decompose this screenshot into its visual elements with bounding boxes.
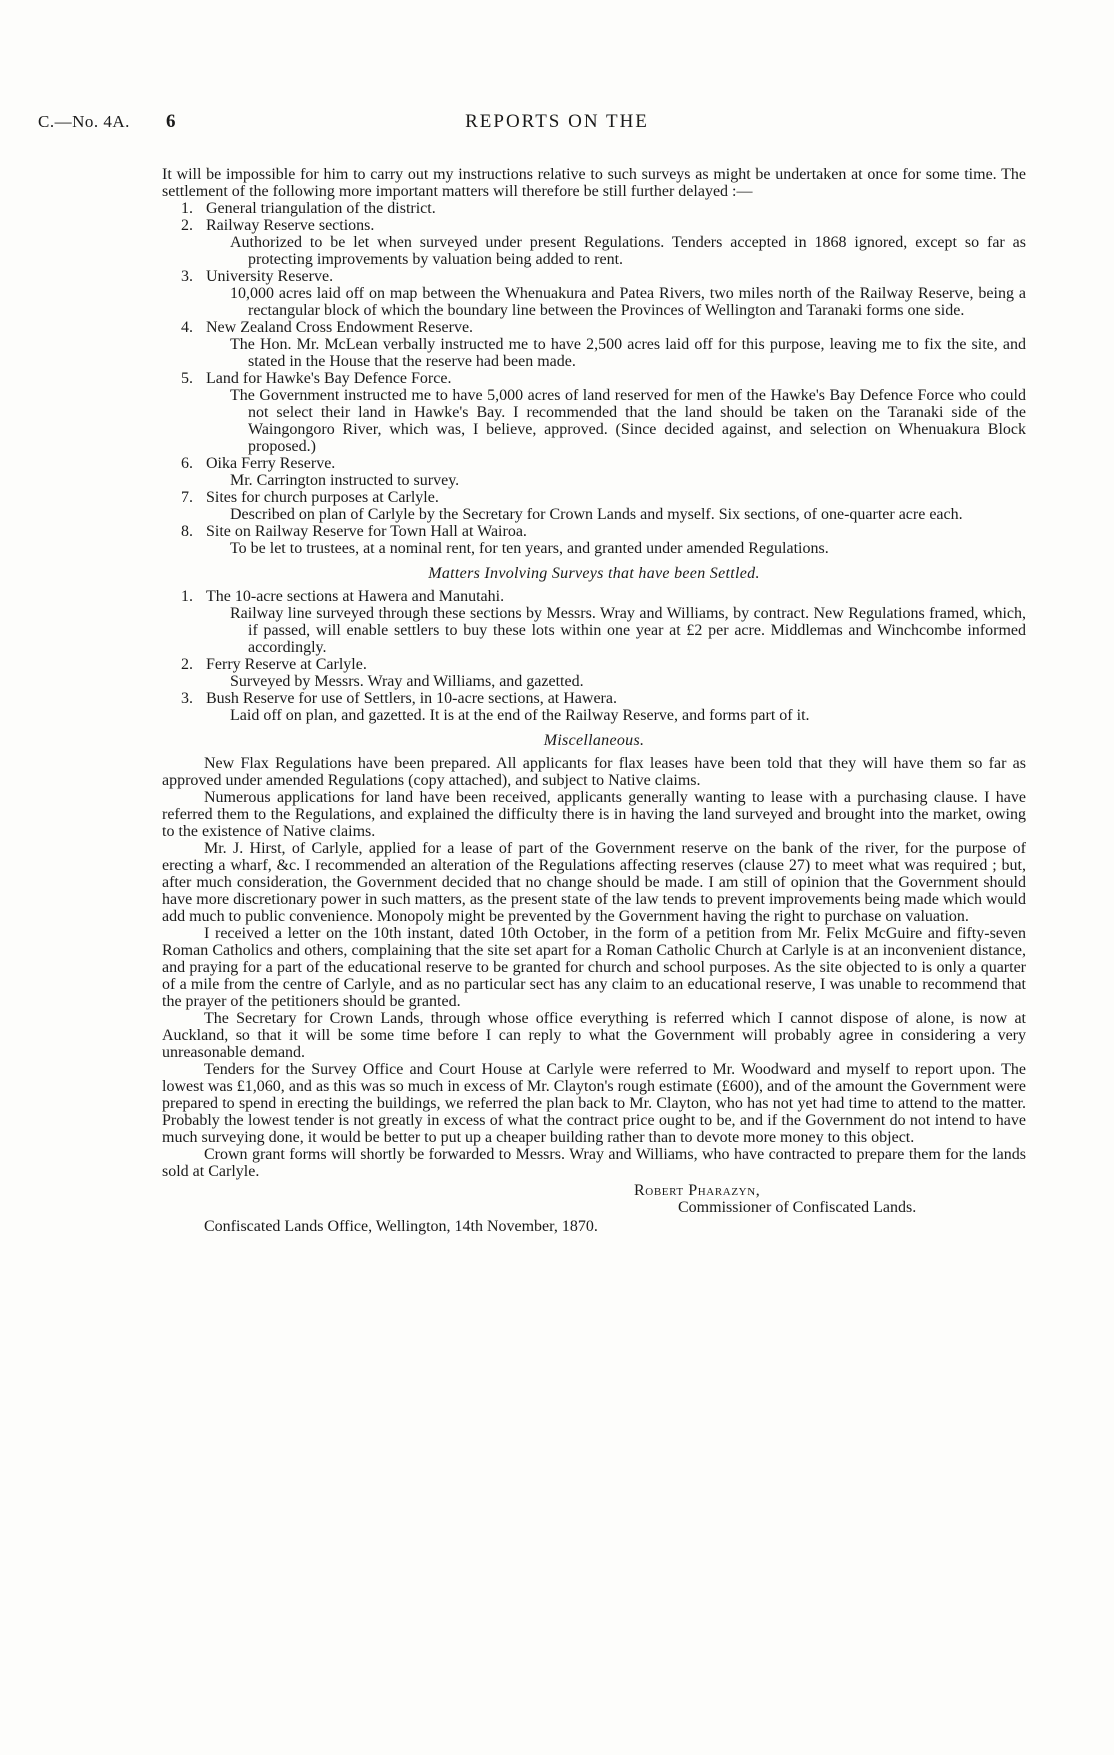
- paragraph: Numerous applications for land have been received, applicants generally wanting to lease with a purchasing clause. I have referred them to the Regulations, and explained the difficulty there is in having the land surveyed and brought into the market, owing to the existence of Native claims.: [162, 789, 1026, 840]
- paragraph: I received a letter on the 10th instant, dated 10th October, in the form of a petition from Mr. Felix McGuire and fifty-seven Roman Catholics and others, complaining that the site set apart for a Roman Catholic Church at Carlyle is at an inconvenient distance, and praying for a part of the educational reserve to be granted for church and school purposes. As the site objected to is only a quarter of a mile from the centre of Carlyle, and as no particular sect has any claim to an educational reserve, I was unable to recommend that the prayer of the petitioners should be granted.: [162, 925, 1026, 1010]
- item-body: Laid off on plan, and gazetted. It is at the end of the Railway Reserve, and forms part of it.: [230, 707, 810, 724]
- item-number: 2.: [181, 217, 193, 234]
- list-item: [162, 656, 1026, 690]
- item-number: 3.: [181, 690, 193, 707]
- page-number: 6: [166, 111, 176, 132]
- section-heading-settled: Matters Involving Surveys that have been Settled.: [428, 565, 760, 582]
- item-title: The 10-acre sections at Hawera and Manutahi.: [206, 588, 505, 605]
- pending-matters-list: [162, 200, 1026, 557]
- settled-matters-list: [162, 588, 1026, 724]
- item-number: 6.: [181, 455, 193, 472]
- item-body: 10,000 acres laid off on map between the Whenuakura and Patea Rivers, two miles north of the Railway Reserve, being a rectangular block of which the boundary line between the Provinces of Wellington and Taranaki forms one side.: [230, 285, 1026, 319]
- paragraph: New Flax Regulations have been prepared. All applicants for flax leases have been told that they will have them so far as approved under amended Regulations (copy attached), and subject to Native claims.: [162, 755, 1026, 789]
- item-title: University Reserve.: [206, 268, 334, 285]
- list-item: [162, 489, 1026, 523]
- signature-name: Robert Pharazyn,: [634, 1182, 761, 1199]
- item-body: Authorized to be let when surveyed under present Regulations. Tenders accepted in 1868 ignored, except so far as protecting improvements by valuation being added to rent.: [230, 234, 1026, 268]
- list-item: [162, 268, 1026, 319]
- item-body: Mr. Carrington instructed to survey.: [230, 472, 460, 489]
- item-title: Bush Reserve for use of Settlers, in 10-acre sections, at Hawera.: [206, 690, 617, 707]
- item-number: 8.: [181, 523, 193, 540]
- item-number: 1.: [181, 588, 193, 605]
- item-number: 1.: [181, 200, 193, 217]
- section-heading-miscellaneous: Miscellaneous.: [543, 732, 645, 749]
- item-title: Land for Hawke's Bay Defence Force.: [206, 370, 452, 387]
- running-title: REPORTS ON THE: [465, 111, 649, 132]
- item-number: 3.: [181, 268, 193, 285]
- list-item: [162, 690, 1026, 724]
- list-item: [162, 200, 1026, 217]
- item-title: Railway Reserve sections.: [206, 217, 375, 234]
- list-item: [162, 455, 1026, 489]
- paragraph: Crown grant forms will shortly be forwarded to Messrs. Wray and Williams, who have contracted to prepare them for the lands sold at Carlyle.: [162, 1146, 1026, 1180]
- item-title: Sites for church purposes at Carlyle.: [206, 489, 439, 506]
- page-header: [0, 113, 1114, 139]
- list-item: [162, 523, 1026, 557]
- item-body: Railway line surveyed through these sections by Messrs. Wray and Williams, by contract. New Regulations framed, which, if passed, will enable settlers to buy these lots within one year at £2 per acre. Middlemas and Winchcombe informed accordingly.: [230, 605, 1026, 656]
- item-title: General triangulation of the district.: [206, 200, 436, 217]
- item-title: Oika Ferry Reserve.: [206, 455, 336, 472]
- item-body: Described on plan of Carlyle by the Secretary for Crown Lands and myself. Six sections, of one-quarter acre each.: [230, 506, 963, 523]
- item-title: Site on Railway Reserve for Town Hall at Wairoa.: [206, 523, 527, 540]
- item-number: 5.: [181, 370, 193, 387]
- item-body: The Hon. Mr. McLean verbally instructed me to have 2,500 acres laid off for this purpose, leaving me to fix the site, and stated in the House that the reserve had been made.: [230, 336, 1026, 370]
- list-item: [162, 588, 1026, 656]
- paragraph: The Secretary for Crown Lands, through whose office everything is referred which I cannot dispose of alone, is now at Auckland, so that it will be some time before I can reply to what the Government will probably agree in considering a very unreasonable demand.: [162, 1010, 1026, 1061]
- intro-paragraph: It will be impossible for him to carry out my instructions relative to such surveys as might be undertaken at once for some time. The settlement of the following more important matters will therefore be still further delayed :—: [162, 166, 1026, 200]
- item-body: Surveyed by Messrs. Wray and Williams, and gazetted.: [230, 673, 584, 690]
- item-number: 2.: [181, 656, 193, 673]
- signature-title: Commissioner of Confiscated Lands.: [678, 1199, 917, 1216]
- item-title: Ferry Reserve at Carlyle.: [206, 656, 367, 673]
- dateline: Confiscated Lands Office, Wellington, 14th November, 1870.: [204, 1218, 598, 1235]
- document-body: [162, 166, 1026, 1235]
- item-body: The Government instructed me to have 5,000 acres of land reserved for men of the Hawke's Bay Defence Force who could not select their land in Hawke's Bay. I recommended that the land should be taken on the Taranaki side of the Waingongoro River, which was, I believe, approved. (Since decided against, and selection on Whenuakura Block proposed.): [230, 387, 1026, 455]
- document-code: C.—No. 4A.: [38, 112, 130, 131]
- paragraph: Mr. J. Hirst, of Carlyle, applied for a lease of part of the Government reserve on the bank of the river, for the purpose of erecting a wharf, &c. I recommended an alteration of the Regulations affecting reserves (clause 27) to meet what was required ; but, after much consideration, the Government decided that no change should be made. I am still of opinion that the Government should have more discretionary power in such matters, as the present state of the law tends to prevent improvements being made which would add much to public convenience. Monopoly might be prevented by the Government having the right to purchase on valuation.: [162, 840, 1026, 925]
- paragraph: Tenders for the Survey Office and Court House at Carlyle were referred to Mr. Woodward and myself to report upon. The lowest was £1,060, and as this was so much in excess of Mr. Clayton's rough estimate (£600), and of the amount the Government were prepared to spend in erecting the buildings, we referred the plan back to Mr. Clayton, who has not yet had time to attend to the matter. Probably the lowest tender is not greatly in excess of what the contract price ought to be, and if the Government do not intend to have much surveying done, it would be better to put up a cheaper building rather than to devote more money to this object.: [162, 1061, 1026, 1146]
- item-title: New Zealand Cross Endowment Reserve.: [206, 319, 474, 336]
- list-item: [162, 319, 1026, 370]
- list-item: [162, 370, 1026, 455]
- item-number: 4.: [181, 319, 193, 336]
- list-item: [162, 217, 1026, 268]
- item-body: To be let to trustees, at a nominal rent, for ten years, and granted under amended Regulations.: [230, 540, 829, 557]
- item-number: 7.: [181, 489, 193, 506]
